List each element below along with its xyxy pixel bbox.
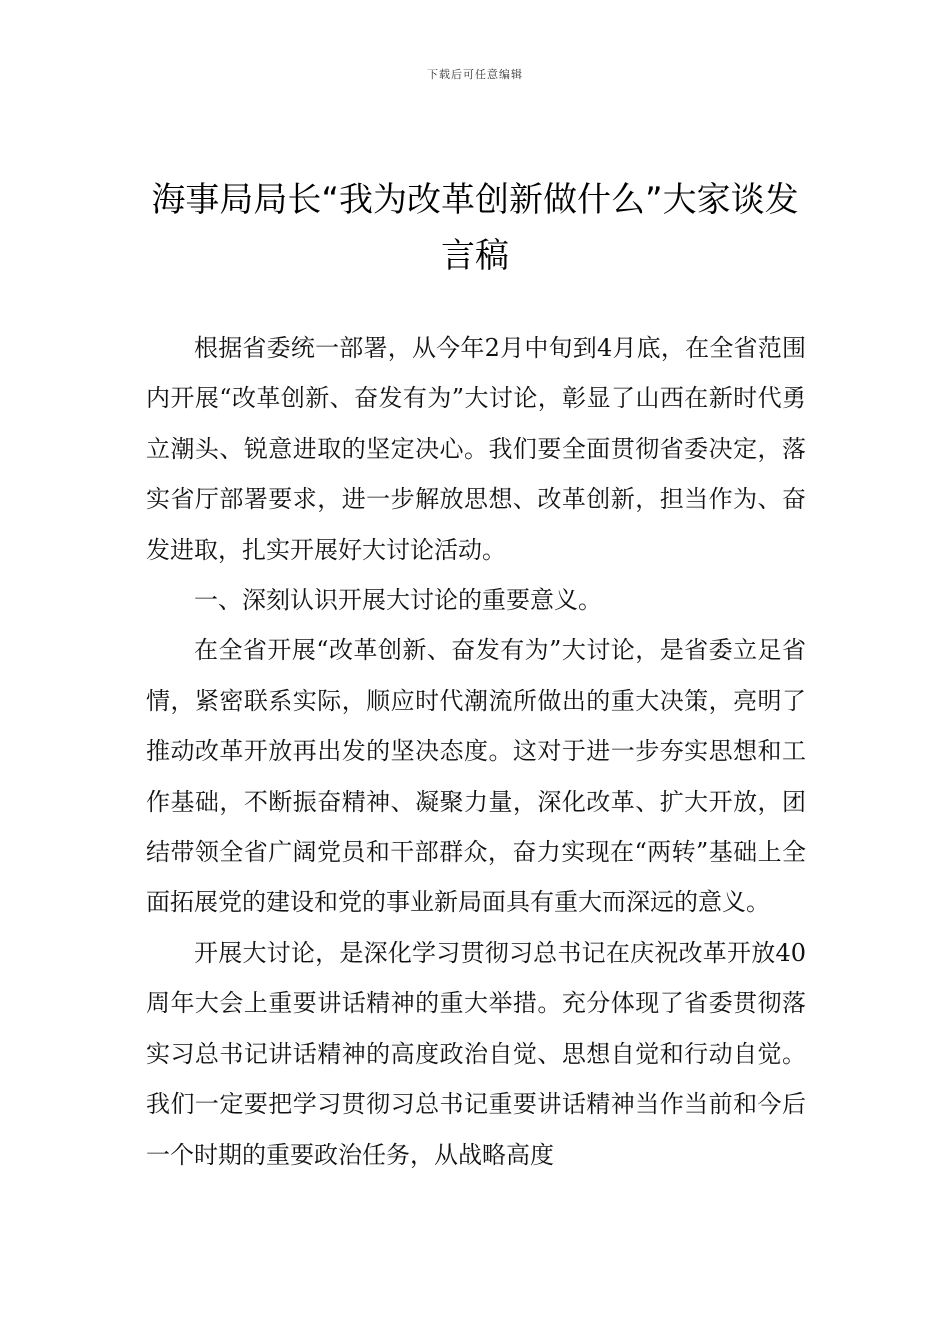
header-note: 下载后可任意编辑 <box>427 68 523 81</box>
document-body <box>146 323 806 1180</box>
paragraph-intro: 根据省委统一部署，从今年2月中旬到4月底，在全省范围内开展“改革创新、奋发有为”大讨论，彰显了山西在新时代勇立潮头、锐意进取的坚定决心。我们要全面贯彻省委决定，落实省厅部署要求，进一步解放思想、改革创新，担当作为、奋发进取，扎实开展好大讨论活动。 <box>146 334 806 564</box>
section-heading-1: 一、深刻认识开展大讨论的重要意义。 <box>194 586 602 615</box>
paragraph-significance: 在全省开展“改革创新、奋发有为”大讨论，是省委立足省情，紧密联系实际，顺应时代潮流所做出的重大决策，亮明了推动改革开放再出发的坚决态度。这对于进一步夯实思想和工作基础，不断振奋精神、凝聚力量，深化改革、扩大开放，团结带领全省广阔党员和干部群众，奋力实现在“两转”基础上全面拓展党的建设和党的事业新局面具有重大而深远的意义。 <box>146 636 806 917</box>
document-title: 海事局局长“我为改革创新做什么”大家谈发言稿 <box>151 180 799 276</box>
paragraph-measures: 开展大讨论，是深化学习贯彻习总书记在庆祝改革开放40周年大会上重要讲话精神的重大举措。充分体现了省委贯彻落实习总书记讲话精神的高度政治自觉、思想自觉和行动自觉。我们一定要把学习贯彻习总书记重要讲话精神当作当前和今后一个时期的重要政治任务，从战略高度 <box>146 938 806 1169</box>
